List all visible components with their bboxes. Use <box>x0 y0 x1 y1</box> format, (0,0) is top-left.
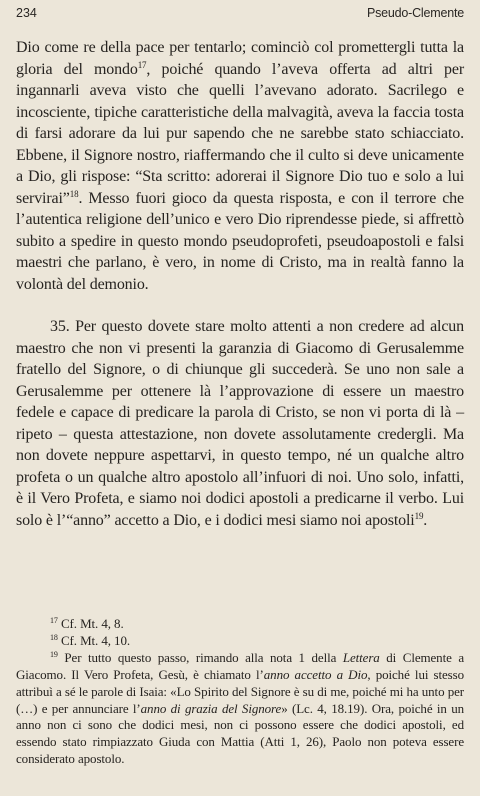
footnote-18 <box>16 633 464 650</box>
page-number: 234 <box>16 6 37 20</box>
running-title: Pseudo-Clemente <box>366 6 464 20</box>
footnotes <box>16 616 464 768</box>
paragraph-1-text-b: , poiché quando l’aveva offerta ad altri per ingannarli aveva visto che quelli l’avevano adorato. Sacrilego e incosciente, tipiche caratteristiche della malvagità, aveva la faccia tosta di farsi adorare da lui pur sapendo che ne sarebbe stato schiacciato. Ebbene, il Signore nostro, riaffermando che il culto si deve unicamente a Dio, gli rispose: “Sta scritto: adorerai il Signore Dio tuo e solo a lui servirai” <box>16 60 464 207</box>
paragraph-1-text-a: Dio come re della pace per tentarlo; cominciò col promettergli tutta la gloria del mondo <box>16 39 464 78</box>
footnote-italic-phrase: anno di grazia del Signore <box>140 700 282 716</box>
footnote-number: 17 <box>50 616 58 625</box>
paragraph-35 <box>16 316 464 531</box>
paragraph-1-text-c: . Messo fuori gioco da questa risposta, e con il terrore che l’autentica religione dell’unico e vero Dio riprendesse piede, si affrettò subito a spedire in questo mondo pseudoprofeti, pseudoapostoli e falsi maestri che parlano, è vero, in nome di Cristo, ma in realtà fanno la volontà del demonio. <box>16 189 464 293</box>
footnote-number: 19 <box>50 649 58 659</box>
footnote-italic-phrase: anno accetto a Dio <box>263 666 368 682</box>
footnote-text: Cf. Mt. 4, 10. <box>60 632 130 648</box>
footnote-text: Cf. Mt. 4, 8. <box>60 616 124 631</box>
footnote-number: 18 <box>50 632 58 642</box>
paragraph-35-end: . <box>423 511 428 529</box>
footnote-ref-19: 19 <box>414 510 424 521</box>
footnote-17 <box>16 616 464 633</box>
footnote-text: di Clemente a Giacomo. Il Vero Profeta, Gesù, è chiamato l’ <box>16 649 464 682</box>
footnote-italic-title: Lettera <box>342 649 380 665</box>
running-header <box>16 6 464 26</box>
footnote-ref-18: 18 <box>69 188 79 199</box>
footnote-text: Per tutto questo passo, rimando alla nota 1 della <box>64 649 343 665</box>
footnote-text: » (Lc. 4, 18.19). Ora, poiché in un anno non ci sono che dodici mesi, non ci possono essere che dodici apostoli, ed essendo stato rimpiazzato Giuda con Mattia (Atti 1, 26), Paolo non poteva essere considerato apostolo. <box>16 700 464 767</box>
main-text <box>16 37 464 531</box>
paragraph-1 <box>16 37 464 295</box>
footnote-19 <box>16 650 464 768</box>
paragraph-35-text: 35. Per questo dovete stare molto attenti a non credere ad alcun maestro che non vi presenti la garanzia di Giacomo di Gerusalemme fratello del Signore, o di chiunque gli succederà. Se uno non sale a Gerusalemme per ottenere là l’approvazione di essere un maestro fedele e capace di predicare la parola di Cristo, se non vi porta di là – ripeto – questa attestazione, non dovete assolutamente credergli. Ma non dovete neppure aspettarvi, in questo tempo, né un qualche altro profeta o un qualche altro apostolo all’infuori di noi. Uno solo, infatti, è il Vero Profeta, e siamo noi dodici apostoli a predicarne il verbo. Lui solo è l’“anno” accetto a Dio, e i dodici mesi siamo noi apostoli <box>16 318 464 529</box>
footnote-ref-17: 17 <box>137 59 147 70</box>
footnote-text: , poiché lui stesso attribuì a sé le parole di Isaia: «Lo Spirito del Signore è su di me, poiché mi ha unto per (…) e per annunciare l’ <box>16 666 464 716</box>
